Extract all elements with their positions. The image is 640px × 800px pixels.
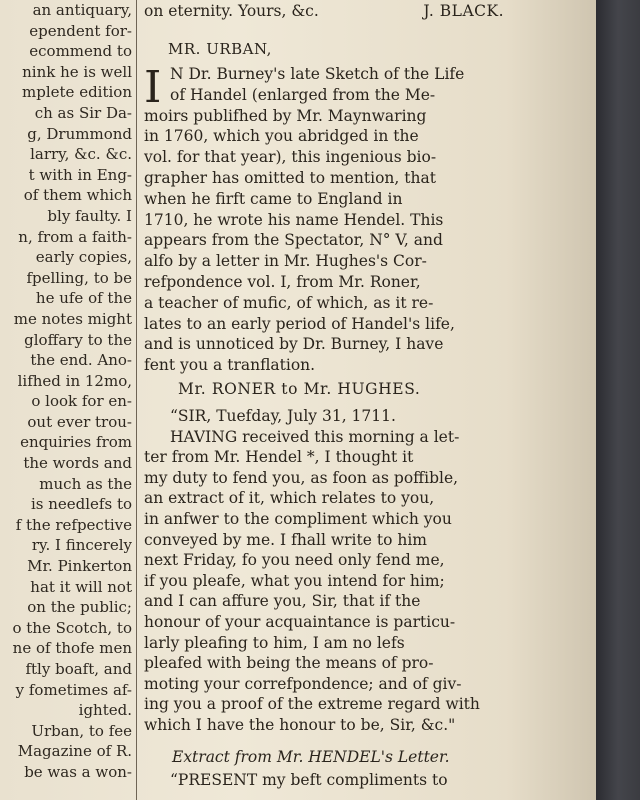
extract-heading: Extract from Mr. HENDEL's Letter. [172, 748, 450, 766]
text-line: honour of your acquaintance is particu- [144, 612, 456, 631]
text-line: much as the [39, 474, 132, 493]
text-line: enquiries from [20, 433, 132, 452]
top-line [144, 2, 504, 20]
text-line: the words and [23, 454, 132, 473]
text-line: ftly boaft, and [25, 660, 132, 678]
text-line: my duty to fend you, as foon as poffible, [144, 468, 459, 487]
text-line: mplete edition [22, 83, 132, 102]
text-line: and is unnoticed by Dr. Burney, I have [144, 335, 444, 354]
text-line: grapher has omitted to mention, that [144, 168, 436, 187]
text-line: an extract of it, which relates to you, [144, 489, 435, 508]
text-line: of them which [23, 186, 132, 205]
text-line: an antiquary, [32, 1, 132, 19]
text-line: ing you a proof of the extreme regard with [144, 695, 480, 714]
text-line: moting your correfpondence; and of giv- [144, 674, 462, 693]
text-line: ecommend to [29, 42, 132, 61]
text-line: next Friday, fo you need only fend me, [144, 551, 445, 570]
text-line: ch as Sir Da- [34, 103, 132, 122]
text-line: alfo by a letter in Mr. Hughes's Cor- [144, 252, 427, 271]
text-line: lifhed in 12mo, [17, 371, 132, 390]
text-line: appears from the Spectator, N° V, and [144, 231, 443, 250]
text-line: “SIR, Tuefday, July 31, 1711. [170, 407, 396, 425]
letter-heading: Mr. RONER to Mr. HUGHES. [178, 380, 421, 398]
text-line: lates to an early period of Handel's life, [144, 314, 455, 333]
left-column-text [0, 0, 132, 783]
signature: J. BLACK. [423, 2, 504, 20]
text-line: pleafed with being the means of pro- [144, 654, 434, 673]
text-line: larly pleafing to him, I am no lefs [144, 633, 405, 652]
second-letter-body [144, 406, 504, 736]
text-line: fent you a tranflation. [144, 356, 316, 375]
text-line: N Dr. Burney's late Sketch of the Life [170, 65, 465, 83]
text-line: a teacher of mufic, of which, as it re- [144, 293, 434, 312]
text-line: is needlefs to [30, 495, 132, 514]
text-line: ter from Mr. Hendel *, I thought it [144, 448, 414, 467]
text-line: hat it will not [30, 577, 132, 596]
text-line: ighted. [78, 701, 132, 720]
text-line: conveyed by me. I fhall write to him [144, 530, 427, 549]
page-edge-background [596, 0, 640, 800]
text-line: ne of thofe men [12, 639, 132, 658]
text-line: moirs publifhed by Mr. Maynwaring [144, 106, 427, 125]
text-line: vol. for that year), this ingenious bio- [144, 148, 437, 167]
text-line: f the refpective [15, 515, 132, 534]
text-line: in anfwer to the compliment which you [144, 509, 452, 528]
text-line: “PRESENT my beft compliments to [170, 771, 448, 789]
text-line: nink he is well [22, 62, 132, 81]
text-line: of Handel (enlarged from the Me- [170, 85, 436, 104]
text-line: HAVING received this morning a let- [170, 427, 460, 446]
text-line: early copies, [35, 248, 132, 267]
extract-first-line [144, 770, 504, 791]
text-line: g, Drummond [27, 124, 132, 143]
text-line: gloffary to the [24, 330, 132, 349]
text-line: y fometimes af- [15, 680, 132, 699]
text-line: ry. I fincerely [31, 536, 132, 555]
text-line: in 1760, which you abridged in the [144, 127, 419, 146]
text-line: the end. Ano- [30, 351, 132, 370]
text-line: o look for en- [31, 392, 132, 411]
text-line: Mr. Pinkerton [27, 557, 132, 576]
top-line-text: on eternity. Yours, &c. [144, 2, 319, 20]
text-line: when he firft came to England in [144, 189, 403, 208]
text-line: and I can affure you, Sir, that if the [144, 592, 421, 611]
text-line: which I have the honour to be, Sir, &c." [144, 715, 456, 734]
text-line: Magazine of R. [17, 742, 132, 761]
text-line: be was a won- [24, 762, 132, 781]
text-line: fpelling, to be [26, 268, 132, 287]
text-line: bly faulty. I [47, 206, 132, 225]
text-line: out ever trou- [27, 412, 132, 431]
drop-cap: I [144, 62, 162, 113]
column-rule [136, 0, 137, 800]
text-line: t with in Eng- [28, 165, 132, 184]
text-line: on the public; [27, 598, 132, 617]
text-line: o the Scotch, to [12, 618, 132, 637]
text-line: Urban, to fee [31, 721, 132, 740]
text-line: me notes might [13, 309, 132, 328]
text-line: refpondence vol. I, from Mr. Roner, [144, 272, 421, 291]
text-line: if you pleafe, what you intend for him; [144, 571, 445, 590]
salutation: MR. URBAN, [168, 40, 272, 58]
text-line: 1710, he wrote his name Hendel. This [144, 210, 444, 229]
letter-body [144, 64, 504, 376]
text-line: larry, &c. &c. [30, 145, 132, 164]
text-line: ependent for- [29, 21, 132, 40]
text-line: n, from a faith- [18, 227, 132, 246]
text-line: he ufe of the [35, 289, 132, 308]
